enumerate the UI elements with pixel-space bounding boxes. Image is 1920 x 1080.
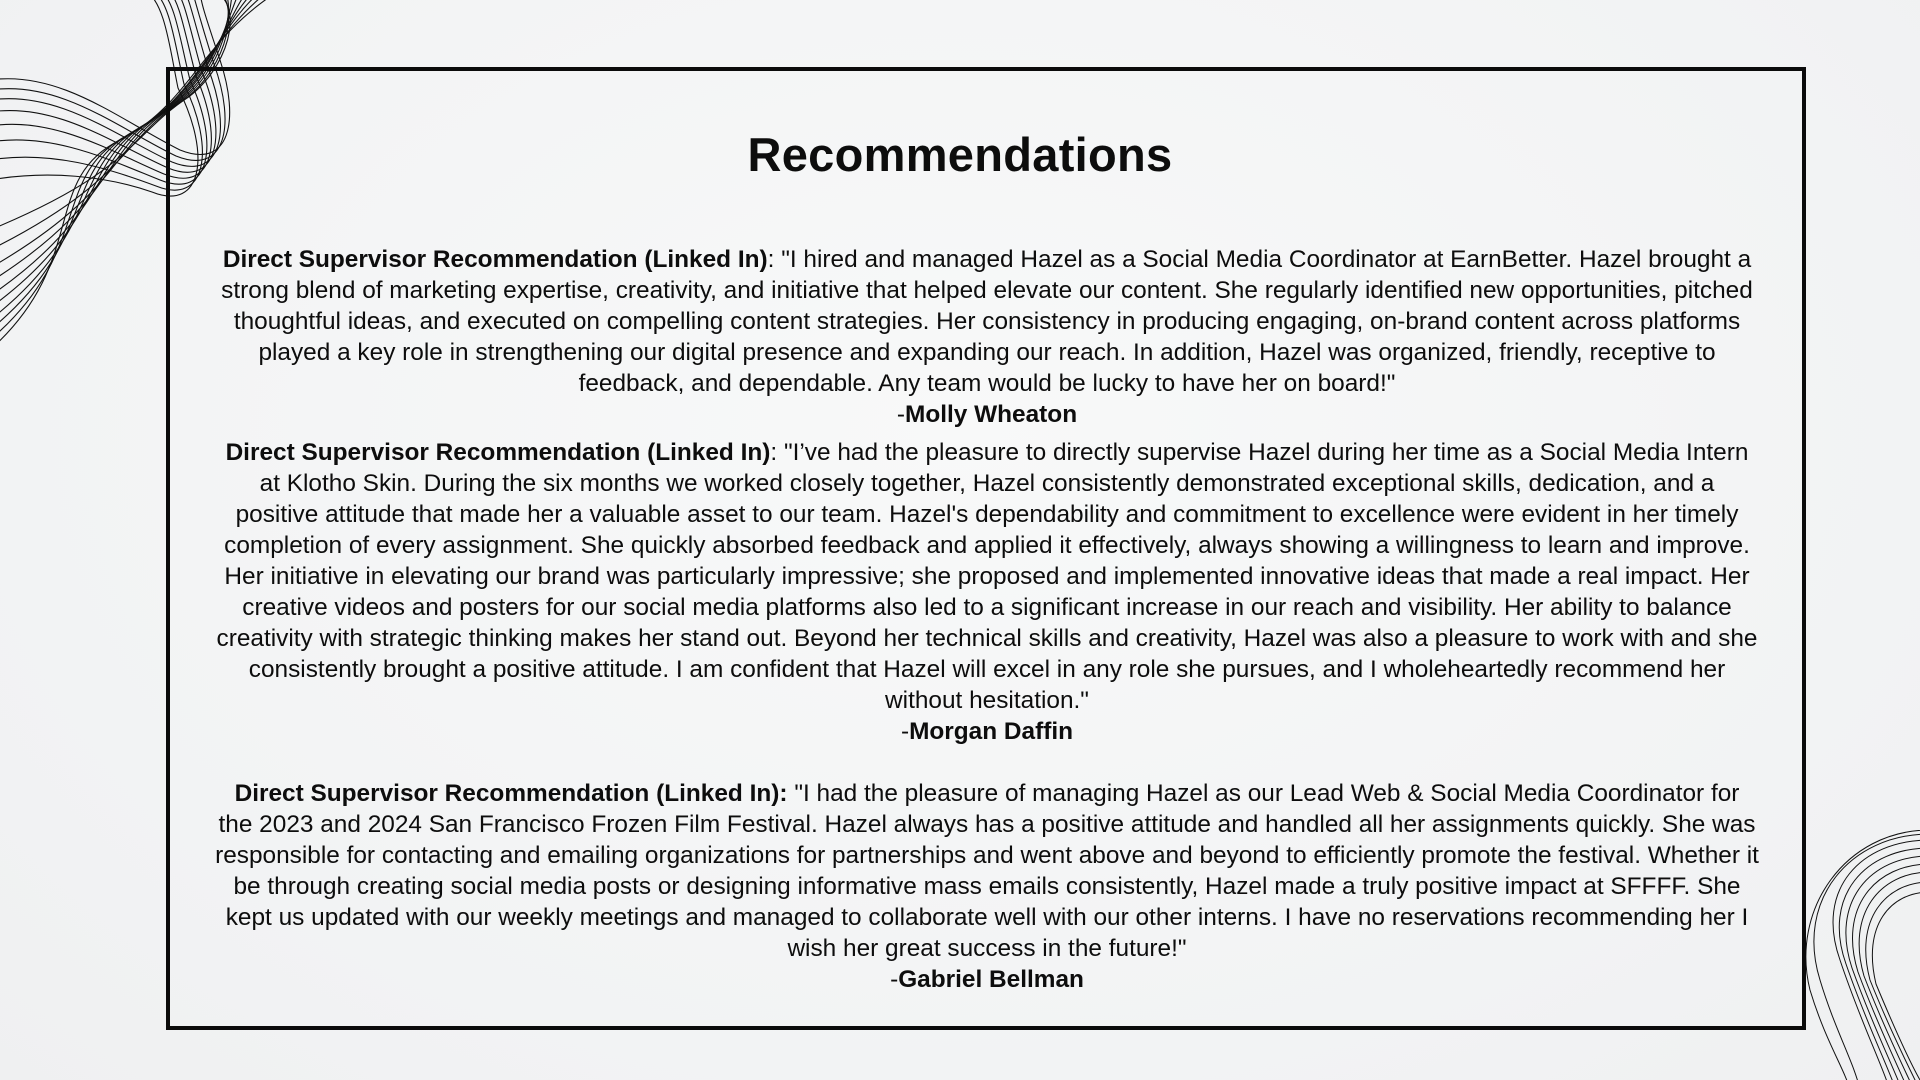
recommendation-heading: Direct Supervisor Recommendation (Linked In):	[234, 780, 788, 807]
recommendation-item	[215, 437, 1759, 747]
recommendation-author: Morgan Daffin	[909, 718, 1074, 745]
recommendation-item	[215, 244, 1759, 430]
author-dash: -	[900, 718, 910, 745]
recommendation-heading: Direct Supervisor Recommendation (Linked In)	[225, 439, 771, 466]
recommendation-author-line	[215, 964, 1759, 995]
recommendation-author: Molly Wheaton	[905, 401, 1078, 428]
recommendation-author-line	[215, 716, 1759, 747]
recommendation-author-line	[215, 399, 1759, 430]
author-dash: -	[896, 401, 906, 428]
recommendation-heading: Direct Supervisor Recommendation (Linked In)	[222, 246, 768, 273]
recommendation-author: Gabriel Bellman	[898, 966, 1084, 993]
recommendation-quote: "I hired and managed Hazel as a Social Media Coordinator at EarnBetter. Hazel brought a strong blend of marketing expertise, creativity, and initiative that helped elevate our content. She regularly identified new opportunities, pitched thoughtful ideas, and executed on compelling content strategies. Her consistency in producing engaging, on-brand content across platforms played a key role in strengthening our digital presence and expanding our reach. In addition, Hazel was organized, friendly, receptive to feedback, and dependable. Any team would be lucky to have her on board!"	[221, 246, 1753, 397]
recommendation-quote: "I’ve had the pleasure to directly supervise Hazel during her time as a Social Media Intern at Klotho Skin. During the six months we worked closely together, Hazel consistently demonstrated exceptional skills, dedication, and a positive attitude that made her a valuable asset to our team. Hazel's dependability and commitment to excellence were evident in her timely completion of every assignment. She quickly absorbed feedback and applied it effectively, always showing a willingness to learn and improve. Her initiative in elevating our brand was particularly impressive; she proposed and implemented innovative ideas that made a real impact. Her creative videos and posters for our social media platforms also led to a significant increase in our reach and visibility. Her ability to balance creativity with strategic thinking makes her stand out. Beyond her technical skills and creativity, Hazel was also a pleasure to work with and she consistently brought a positive attitude. I am confident that Hazel will excel in any role she pursues, and I wholeheartedly recommend her without hesitation."	[216, 439, 1758, 714]
recommendations-list	[215, 244, 1759, 995]
recommendation-separator: :	[770, 439, 784, 466]
recommendation-separator: :	[767, 246, 782, 273]
author-dash: -	[890, 966, 899, 993]
recommendation-item	[215, 778, 1759, 995]
recommendation-quote: "I had the pleasure of managing Hazel as our Lead Web & Social Media Coordinator for the 2023 and 2024 San Francisco Frozen Film Festival. Hazel always has a positive attitude and handled all her assignments quickly. She was responsible for contacting and emailing organizations for partnerships and went above and beyond to efficiently promote the festival. Whether it be through creating social media posts or designing informative mass emails consistently, Hazel made a truly positive impact at SFFFF. She kept us updated with our weekly meetings and managed to collaborate well with our other interns. I have no reservations recommending her I wish her great success in the future!"	[215, 780, 1759, 962]
page-title: Recommendations	[747, 128, 1173, 181]
